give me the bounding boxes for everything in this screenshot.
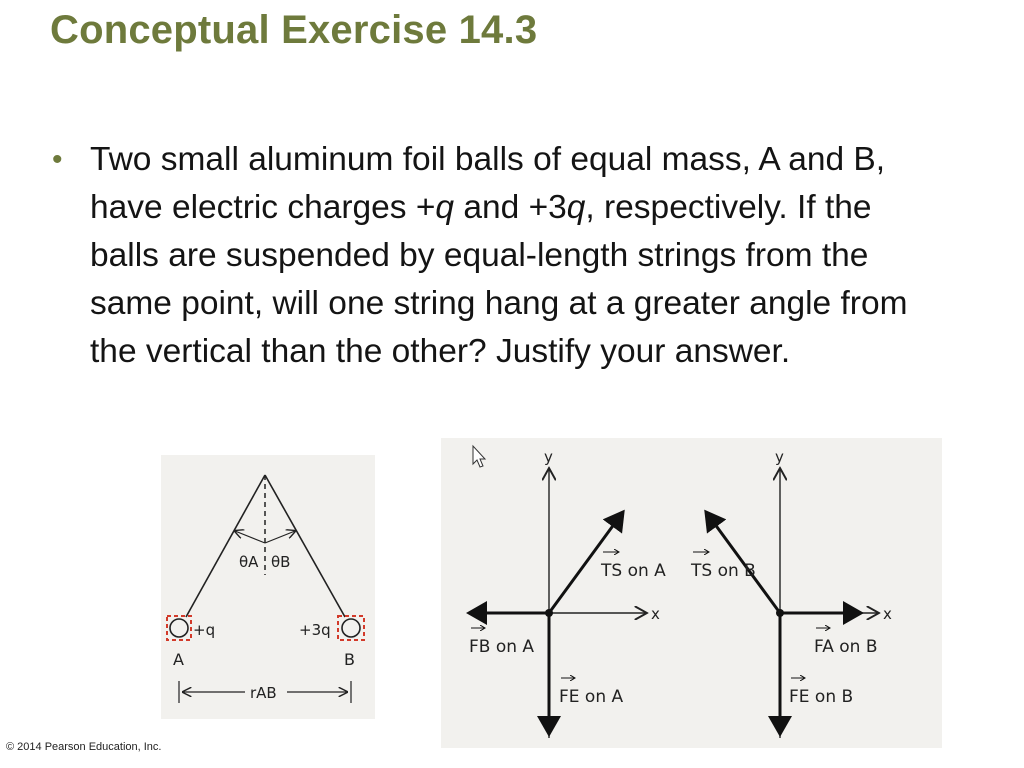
mouse-cursor-icon: [473, 446, 485, 467]
ball-a: [170, 619, 188, 637]
ball-b-point: [776, 609, 784, 617]
ball-a-point: [545, 609, 553, 617]
string-b: [265, 475, 345, 617]
ball-b: [342, 619, 360, 637]
tension-a-label: TS on A: [601, 561, 666, 581]
tension-b-label: TS on B: [691, 561, 756, 581]
string-a: [186, 475, 265, 617]
ball-a-label: A: [173, 650, 184, 669]
slide-title: Conceptual Exercise 14.3: [50, 8, 538, 52]
theta-a-label: θA: [239, 553, 259, 571]
angle-arc-a: [235, 531, 265, 543]
electric-force-a-label: FB on A: [469, 637, 535, 657]
electric-force-b-label: FA on B: [814, 637, 878, 657]
fbd-ball-a: [469, 448, 666, 738]
x-axis-a-label: x: [651, 605, 660, 623]
bullet-item: [52, 136, 912, 376]
charge-b-label: +3q: [299, 621, 331, 639]
weight-a-label: FE on A: [559, 687, 624, 707]
theta-b-label: θB: [271, 553, 291, 571]
fbd-ball-b: [690, 448, 892, 738]
pendulum-figure: [161, 455, 375, 719]
angle-arc-b: [265, 531, 295, 543]
bullet-text: Two small aluminum foil balls of equal mass, A and B, have electric charges +q and +3q, respectively. If the balls are suspended by equal-length strings from the same point, will one string hang at a greater angle from the vertical than the other? Justify your answer.: [90, 141, 908, 370]
separation-label: rAB: [250, 684, 277, 702]
weight-b-label: FE on B: [789, 687, 854, 707]
bullet-marker: •: [52, 143, 63, 176]
y-axis-a-label: y: [544, 448, 553, 466]
y-axis-b-label: y: [775, 448, 784, 466]
ball-b-label: B: [344, 650, 355, 669]
charge-a-label: +q: [193, 621, 216, 639]
copyright-footer: © 2014 Pearson Education, Inc.: [6, 741, 162, 753]
x-axis-b-label: x: [883, 605, 892, 623]
free-body-diagrams: [441, 438, 942, 748]
